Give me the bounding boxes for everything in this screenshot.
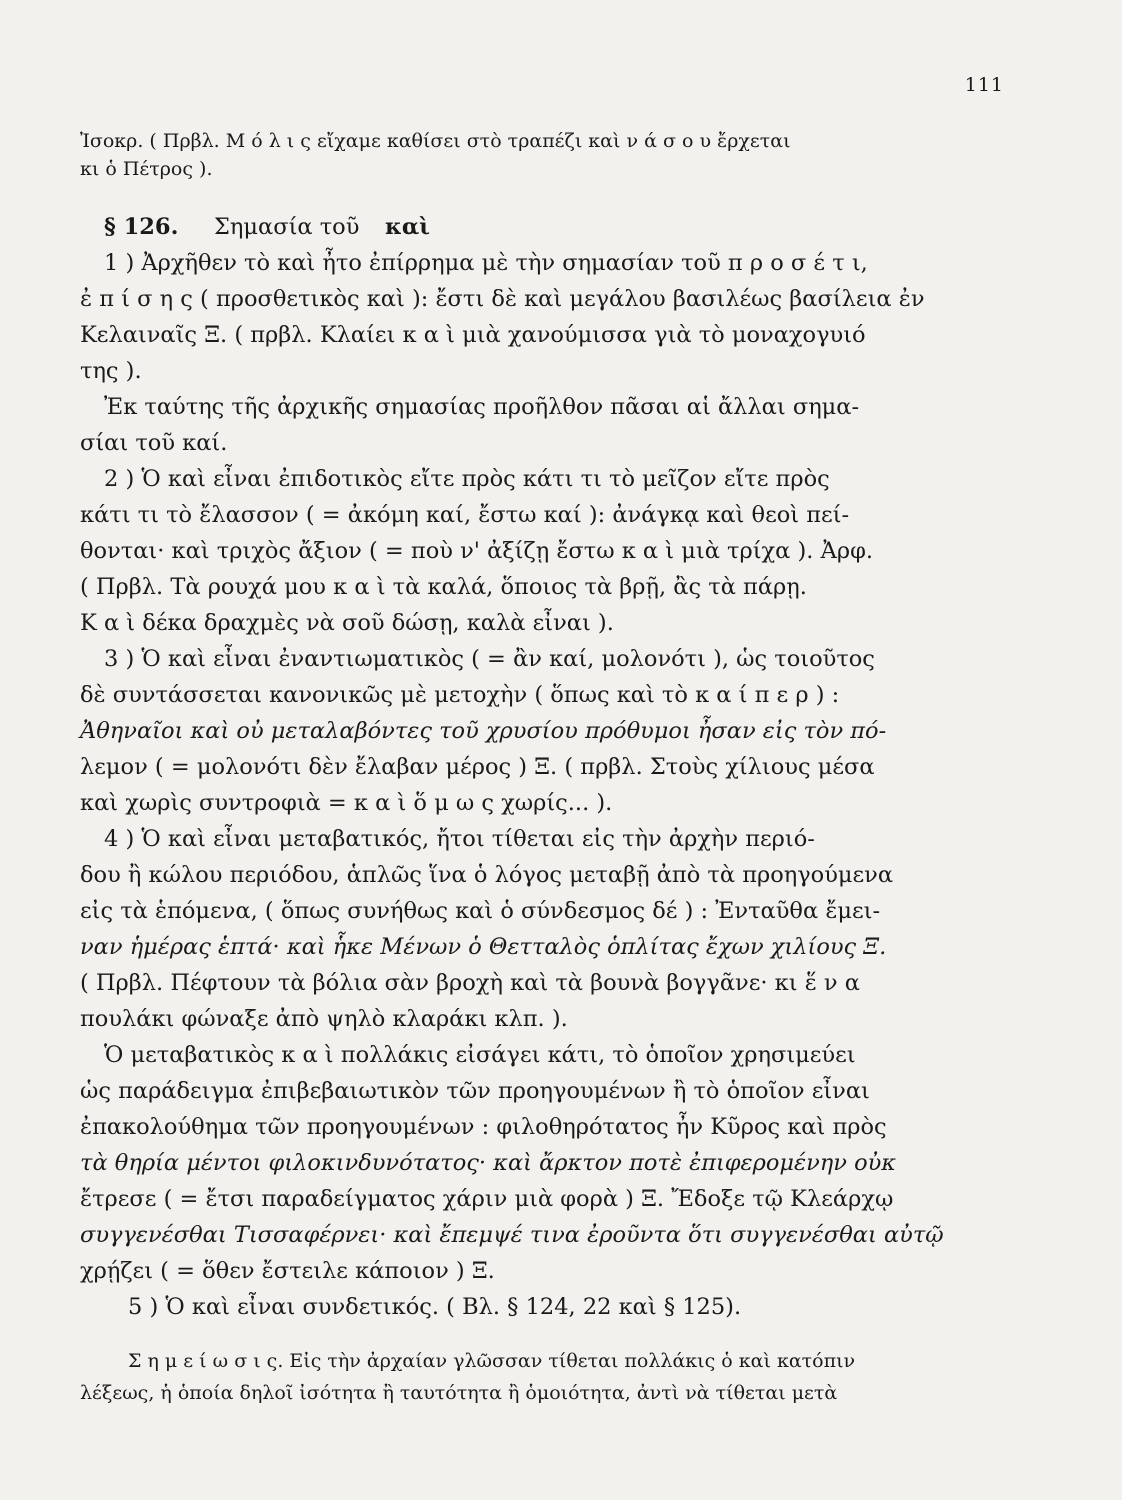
section-number: § 126. — [104, 214, 179, 240]
line-text: λεμον ( = μολονότι δὲν ἔλαβαν μέρος ) Ξ. ( πρβλ. Στοὺς χίλιους μέσα — [80, 754, 875, 780]
text-line — [0, 970, 1122, 1008]
text-line — [0, 718, 1122, 756]
text-line — [0, 790, 1122, 828]
line-text: κι ὁ Πέτρος ). — [80, 158, 213, 180]
line-text: δὲ συντάσσεται κανονικῶς μὲ μετοχὴν ( ὅπως καὶ τὸ κ α ί π ε ρ ) : — [80, 682, 840, 708]
text-line — [0, 322, 1122, 360]
line-text: 4 ) Ὁ καὶ εἶναι μεταβατικός, ἤτοι τίθεται εἰς τὴν ἀρχὴν περιό- — [104, 826, 815, 852]
text-line — [0, 610, 1122, 648]
section-heading — [0, 214, 1122, 252]
line-text: θονται· καὶ τριχὸς ἄξιον ( = ποὺ ν' ἀξίζῃ ἔστω κ α ὶ μιὰ τρίχα ). Ἀρφ. — [80, 538, 873, 564]
line-text: της ). — [80, 358, 142, 384]
line-text: κάτι τι τὸ ἔλασσον ( = ἀκόμη καί, ἔστω καί ): ἀνάγκᾳ καὶ θεοὶ πεί- — [80, 502, 850, 528]
line-text: ναν ἡμέρας ἑπτά· καὶ ἧκε Μένων ὁ Θετταλὸς ὁπλίτας ἔχων χιλίους Ξ. — [80, 934, 887, 960]
line-text: εἰς τὰ ἑπόμενα, ( ὅπως συνήθως καὶ ὁ σύνδεσμος δέ ) : Ἐνταῦθα ἔμει- — [80, 898, 881, 924]
text-line — [0, 1006, 1122, 1044]
text-line — [0, 286, 1122, 324]
line-text: χρῄζει ( = ὅθεν ἔστειλε κάποιον ) Ξ. — [80, 1258, 495, 1284]
note-line — [0, 1382, 1122, 1420]
line-text: ἔτρεσε ( = ἔτσι παραδείγματος χάριν μιὰ φορὰ ) Ξ. Ἔδοξε τῷ Κλεάρχῳ — [80, 1186, 894, 1212]
line-text: ὡς παράδειγμα ἐπιβεβαιωτικὸν τῶν προηγουμένων ἢ τὸ ὁποῖον εἶναι — [80, 1078, 870, 1104]
line-text: Ἰσοκρ. ( Πρβλ. Μ ό λ ι ς εἴχαμε καθίσει στὸ τραπέζι καὶ ν ά σ ο υ ἔρχεται — [80, 130, 791, 152]
text-line — [0, 1222, 1122, 1260]
page-number: 111 — [964, 74, 1004, 96]
line-text: ἐπακολούθημα τῶν προηγουμένων : φιλοθηρότατος ἦν Κῦρος καὶ πρὸς — [80, 1114, 887, 1140]
line-text: Ἀθηναῖοι καὶ οὐ μεταλαβόντες τοῦ χρυσίου πρόθυμοι ἦσαν εἰς τὸν πό- — [80, 718, 887, 744]
line-text: Ὁ μεταβατικὸς κ α ὶ πολλάκις εἰσάγει κάτι, τὸ ὁποῖον χρησιμεύει — [104, 1042, 856, 1068]
text-line — [0, 826, 1122, 864]
section-title-kai: καὶ — [385, 214, 431, 240]
line-text: ἐ π ί σ η ς ( προσθετικὸς καὶ ): ἔστι δὲ καὶ μεγάλου βασιλέως βασίλεια ἐν — [80, 286, 925, 312]
text-line — [0, 358, 1122, 396]
text-line — [0, 862, 1122, 900]
text-line — [0, 394, 1122, 432]
line-text: καὶ χωρὶς συντροφιὰ = κ α ὶ ὅ μ ω ς χωρίς... ). — [80, 790, 613, 816]
line-text: 3 ) Ὁ καὶ εἶναι ἐναντιωματικὸς ( = ἂν καί, μολονότι ), ὡς τοιοῦτος — [104, 646, 875, 672]
section-title: Σημασία τοῦ — [214, 214, 360, 240]
text-line — [0, 158, 1122, 196]
line-text: ( Πρβλ. Πέφτουν τὰ βόλια σὰν βροχὴ καὶ τὰ βουνὰ βογγᾶνε· κι ἕ ν α — [80, 970, 860, 996]
text-line — [0, 1186, 1122, 1224]
text-line — [0, 430, 1122, 468]
text-line — [0, 1294, 1122, 1332]
line-text: 1 ) Ἀρχῆθεν τὸ καὶ ἦτο ἐπίρρημα μὲ τὴν σημασίαν τοῦ π ρ ο σ έ τ ι, — [104, 250, 868, 276]
line-text: τὰ θηρία μέντοι φιλοκινδυνότατος· καὶ ἄρκτον ποτὲ ἐπιφερομένην οὐκ — [80, 1150, 897, 1176]
line-text: δου ἢ κώλου περιόδου, ἁπλῶς ἵνα ὁ λόγος μεταβῇ ἀπὸ τὰ προηγούμενα — [80, 862, 894, 888]
line-text: 5 ) Ὁ καὶ εἶναι συνδετικός. ( Βλ. § 124, 22 καὶ § 125). — [128, 1294, 742, 1320]
text-line — [0, 1042, 1122, 1080]
text-line — [0, 754, 1122, 792]
text-line — [0, 1258, 1122, 1296]
line-text: Κελαιναῖς Ξ. ( πρβλ. Κλαίει κ α ὶ μιὰ χανούμισσα γιὰ τὸ μοναχογυιό — [80, 322, 866, 348]
text-line — [0, 1150, 1122, 1188]
line-text: συγγενέσθαι Τισσαφέρνει· καὶ ἔπεμψέ τινα ἐροῦντα ὅτι συγγενέσθαι αὐτῷ — [80, 1222, 944, 1248]
text-line — [0, 574, 1122, 612]
line-text: 2 ) Ὁ καὶ εἶναι ἐπιδοτικὸς εἴτε πρὸς κάτι τι τὸ μεῖζον εἴτε πρὸς — [104, 466, 830, 492]
text-line — [0, 1114, 1122, 1152]
text-line — [0, 934, 1122, 972]
line-text: Κ α ὶ δέκα δραχμὲς νὰ σοῦ δώσῃ, καλὰ εἶναι ). — [80, 610, 614, 636]
line-text: σίαι τοῦ καί. — [80, 430, 228, 456]
text-line — [0, 1078, 1122, 1116]
note-text: Σ η μ ε ί ω σ ι ς. Εἰς τὴν ἀρχαίαν γλῶσσαν τίθεται πολλάκις ὁ καὶ κατόπιν — [128, 1350, 856, 1372]
line-text: πουλάκι φώναξε ἀπὸ ψηλὸ κλαράκι κλπ. ). — [80, 1006, 568, 1032]
text-line — [0, 682, 1122, 720]
text-line — [0, 502, 1122, 540]
text-line — [0, 898, 1122, 936]
text-line — [0, 538, 1122, 576]
text-line — [0, 466, 1122, 504]
line-text: ( Πρβλ. Τὰ ρουχά μου κ α ὶ τὰ καλά, ὅποιος τὰ βρῇ, ἂς τὰ πάρῃ. — [80, 574, 807, 600]
text-line — [0, 250, 1122, 288]
line-text: Ἐκ ταύτης τῆς ἀρχικῆς σημασίας προῆλθον πᾶσαι αἱ ἄλλαι σημα- — [104, 394, 860, 420]
note-text: λέξεως, ἡ ὁποία δηλοῖ ἰσότητα ἢ ταυτότητα ἢ ὁμοιότητα, ἀντὶ νὰ τίθεται μετὰ — [80, 1382, 838, 1404]
text-line — [0, 646, 1122, 684]
